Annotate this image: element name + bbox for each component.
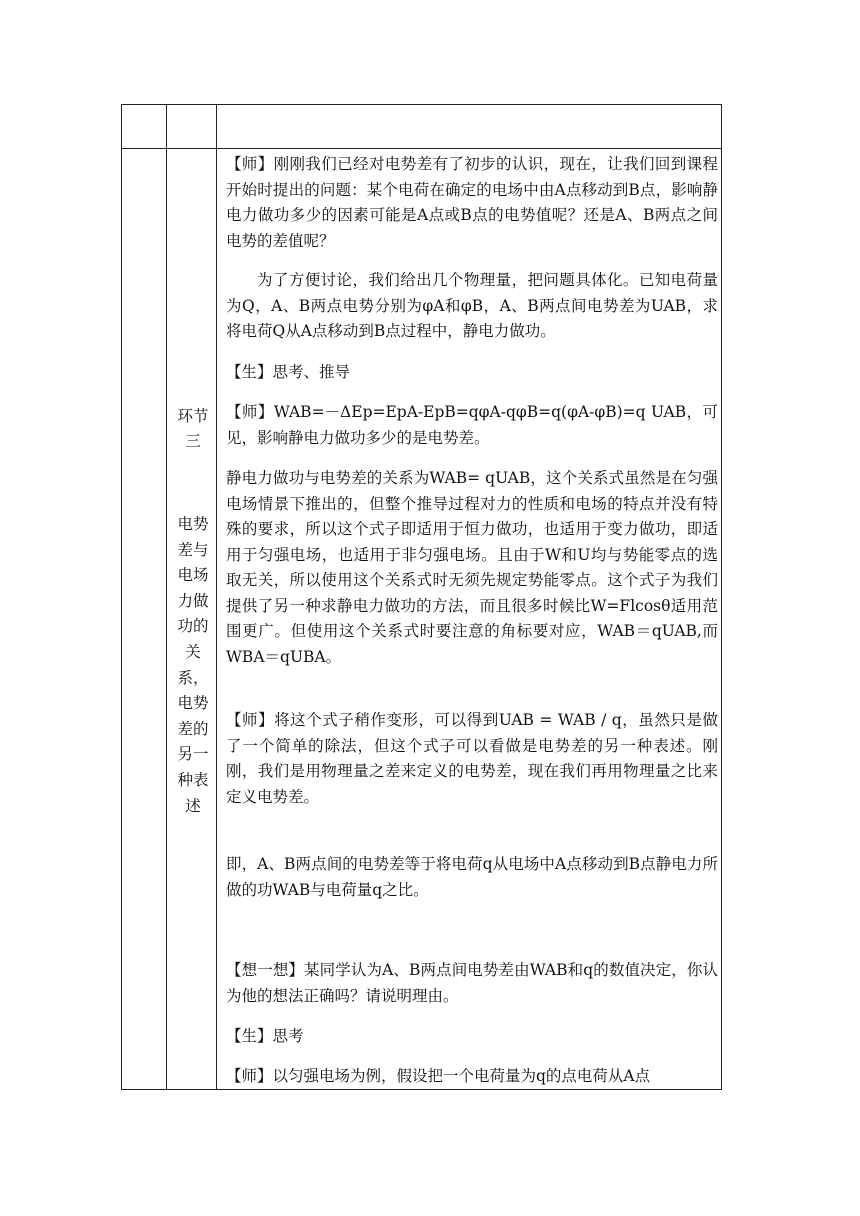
section-title (170, 512, 216, 819)
column-divider-2 (216, 104, 217, 1090)
derivation-paragraph: 【师】WAB=－ΔEp=EpA-EpB=qφA-qφB=q(φA-φB)=q UAB，可见，影响静电力做功多少的是电势差。 (226, 403, 718, 447)
section-title-line: 述 (185, 796, 201, 815)
section-title-line: 电势 (177, 515, 209, 533)
table-bottom-border (121, 1089, 722, 1090)
definition-transform-paragraph: 【师】将这个式子稍作变形，可以得到UAB = WAB / q，虽然只是做了一个简单的除法，但这个式子可以看做是电势差的另一种表述。刚刚，我们是用物理量之差来定义的电势差，现在我们再用物理量之比来定义电势差。 (226, 711, 718, 806)
section-label-line: 环节 (177, 407, 209, 425)
section-title-line: 种表 (177, 770, 209, 789)
section-label-line: 三 (185, 432, 201, 450)
student-response: 【生】思考、推导 (226, 363, 351, 381)
teacher-example-paragraph: 【师】以匀强电场为例，假设把一个电荷量为q的点电荷从A点 (226, 1067, 651, 1085)
section-title-line: 系， (177, 668, 209, 687)
student-think: 【生】思考 (226, 1027, 304, 1045)
table-top-border (121, 104, 722, 105)
section-label (170, 404, 216, 454)
section-title-line: 电势 (177, 694, 209, 713)
table-left-border (121, 104, 122, 1090)
teacher-intro-paragraph: 【师】刚刚我们已经对电势差有了初步的认识，现在，让我们回到课程开始时提出的问题：某个电荷在确定的电场中由A点移动到B点，影响静电力做功多少的因素可能是A点或B点的电势值呢？还是A、B两点之间电势的差值呢？ (226, 155, 718, 250)
row-divider (121, 148, 722, 149)
section-title-line: 关 (185, 642, 201, 661)
table-right-border (721, 104, 722, 1090)
problem-setup-paragraph: 为了方便讨论，我们给出几个物理量，把问题具体化。已知电荷量为Q，A、B两点电势分别为φA和φB，A、B两点间电势差为UAB，求将电荷Q从A点移动到B点过程中，静电力做功。 (226, 271, 718, 340)
section-title-line: 力做 (177, 591, 209, 610)
think-question-paragraph: 【想一想】某同学认为A、B两点间电势差由WAB和q的数值决定，你认为他的想法正确吗？请说明理由。 (226, 961, 718, 1005)
relation-explanation-paragraph: 静电力做功与电势差的关系为WAB= qUAB，这个关系式虽然是在匀强电场情景下推出的，但整个推导过程对力的性质和电场的特点并没有特殊的要求，所以这个式子即适用于恒力做功，也适用于变力做功，即适用于匀强电场，也适用于非匀强电场。且由于W和U均与势能零点的选取无关，所以使用这个关系式时无须先规定势能零点。这个式子为我们提供了另一种求静电力做功的方法，而且很多时候比W=Flcosθ适用范围更广。但使用这个关系式时要注意的角标要对应，WAB＝qUAB,而WBA＝qUBA。 (226, 469, 718, 666)
section-title-line: 电场 (177, 566, 209, 585)
section-title-line: 功的 (177, 617, 209, 636)
definition-statement-paragraph: 即，A、B两点间的电势差等于将电荷q从电场中A点移动到B点静电力所做的功WAB与电荷量q之比。 (226, 855, 718, 899)
section-title-line: 差的 (177, 719, 209, 738)
column-divider-1 (166, 104, 167, 1090)
section-title-line: 差与 (177, 540, 209, 559)
section-title-line: 另一 (177, 745, 209, 764)
